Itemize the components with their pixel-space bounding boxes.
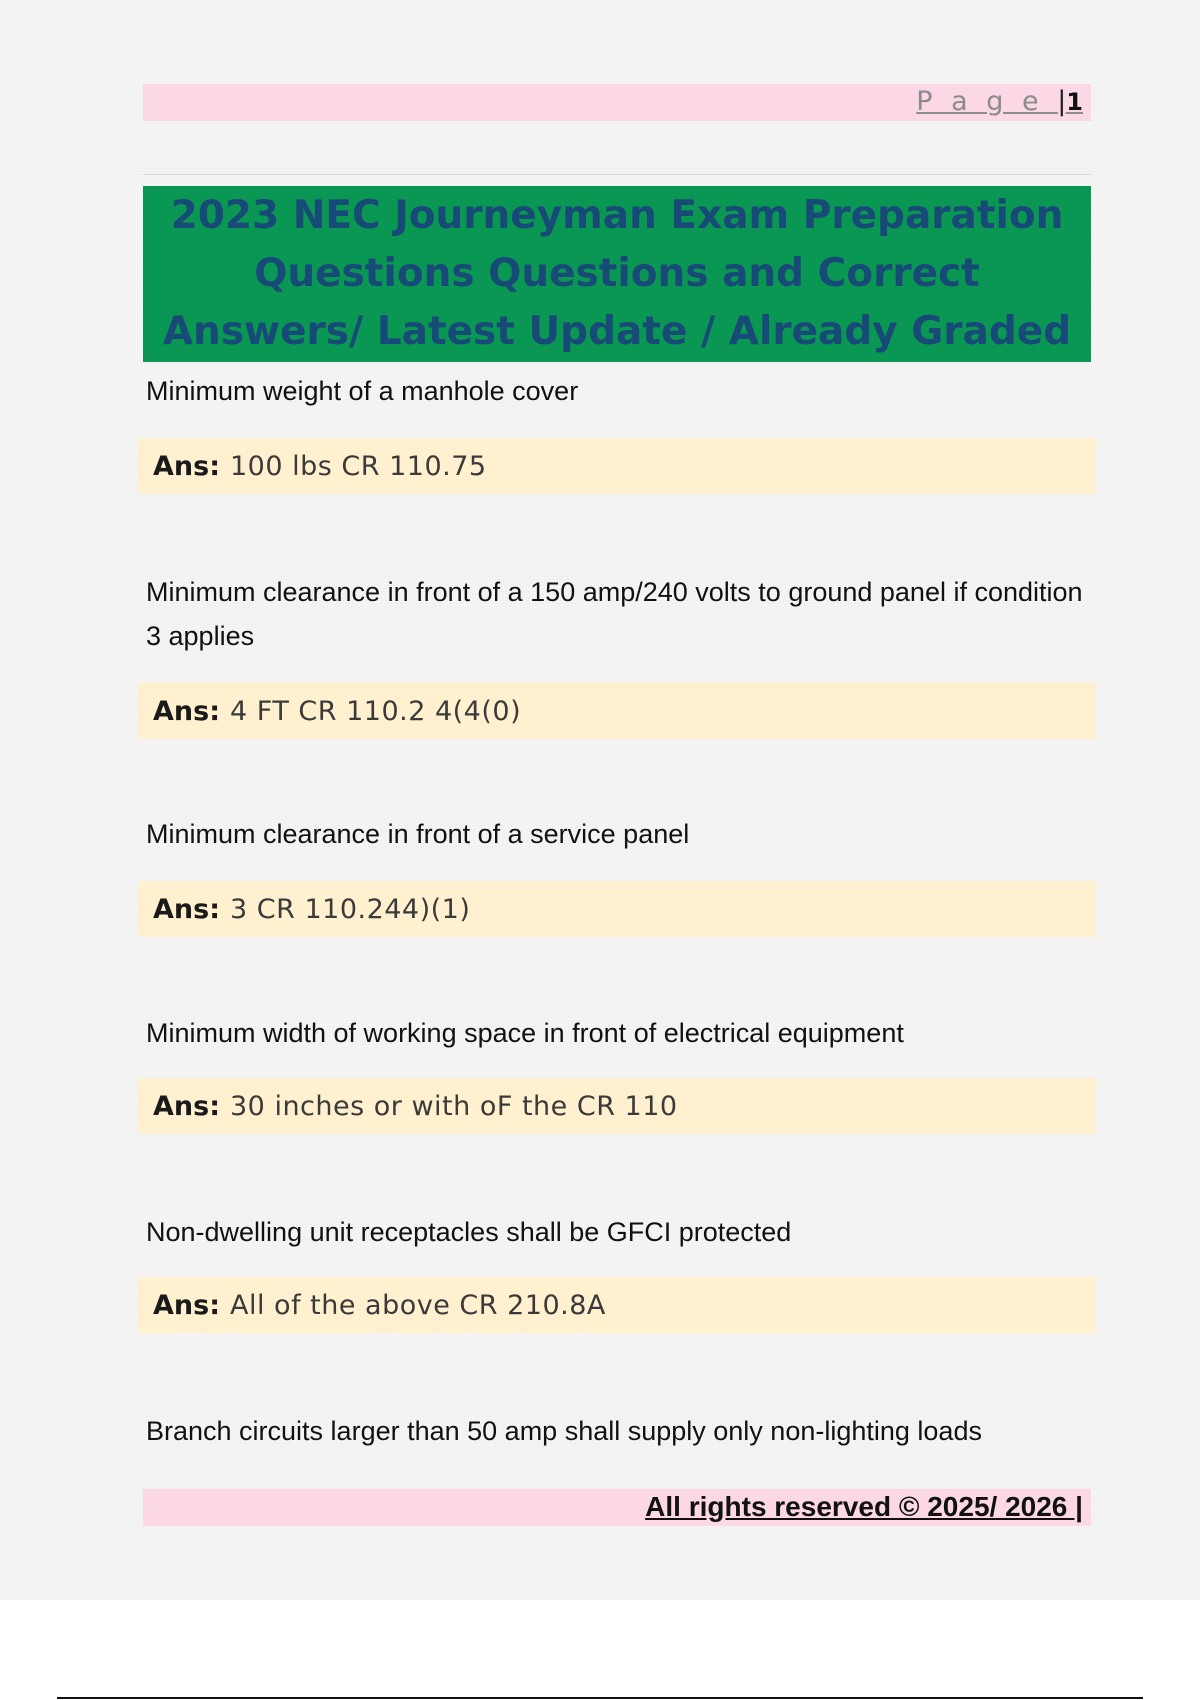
page-number-label — [916, 86, 1083, 118]
answer-label: Ans: — [153, 450, 220, 482]
page-separator: | — [1057, 86, 1067, 117]
header-divider — [143, 174, 1091, 175]
page-footer-bar — [143, 1489, 1091, 1526]
answer-text: 4 FT CR 110.2 4(4(0) — [230, 695, 522, 727]
answer-text: 100 lbs CR 110.75 — [230, 450, 487, 482]
question-3: Minimum clearance in front of a service panel — [146, 819, 690, 849]
title-banner — [143, 186, 1091, 362]
copyright-notice: All rights reserved © 2025/ 2026 | — [645, 1491, 1083, 1522]
question-6: Branch circuits larger than 50 amp shall supply only non-lighting loads — [146, 1416, 982, 1446]
question-4: Minimum width of working space in front of electrical equipment — [146, 1018, 904, 1048]
question-5: Non-dwelling unit receptacles shall be GFCI protected — [146, 1217, 792, 1247]
answer-1 — [138, 438, 1096, 494]
page-header-bar — [143, 84, 1091, 121]
document-title: 2023 NEC Journeyman Exam Preparation Questions Questions and Correct Answers/ Latest Update / Already Graded — [162, 193, 1072, 354]
answer-4 — [138, 1078, 1096, 1134]
answer-label: Ans: — [153, 695, 220, 727]
answer-2 — [138, 683, 1096, 739]
question-1: Minimum weight of a manhole cover — [146, 376, 579, 406]
answer-label: Ans: — [153, 1090, 220, 1122]
page-number: 1 — [1066, 88, 1083, 116]
answer-text: 30 inches or with oF the CR 110 — [230, 1090, 678, 1122]
question-2: Minimum clearance in front of a 150 amp/240 volts to ground panel if condition 3 applies — [146, 577, 1083, 651]
answer-5 — [138, 1277, 1096, 1333]
answer-label: Ans: — [153, 1289, 220, 1321]
bottom-divider — [57, 1697, 1143, 1699]
page-word: P a g e — [916, 86, 1044, 117]
answer-text: All of the above CR 210.8A — [230, 1289, 606, 1321]
answer-label: Ans: — [153, 893, 220, 925]
answer-text: 3 CR 110.244)(1) — [230, 893, 471, 925]
answer-3 — [138, 881, 1096, 937]
